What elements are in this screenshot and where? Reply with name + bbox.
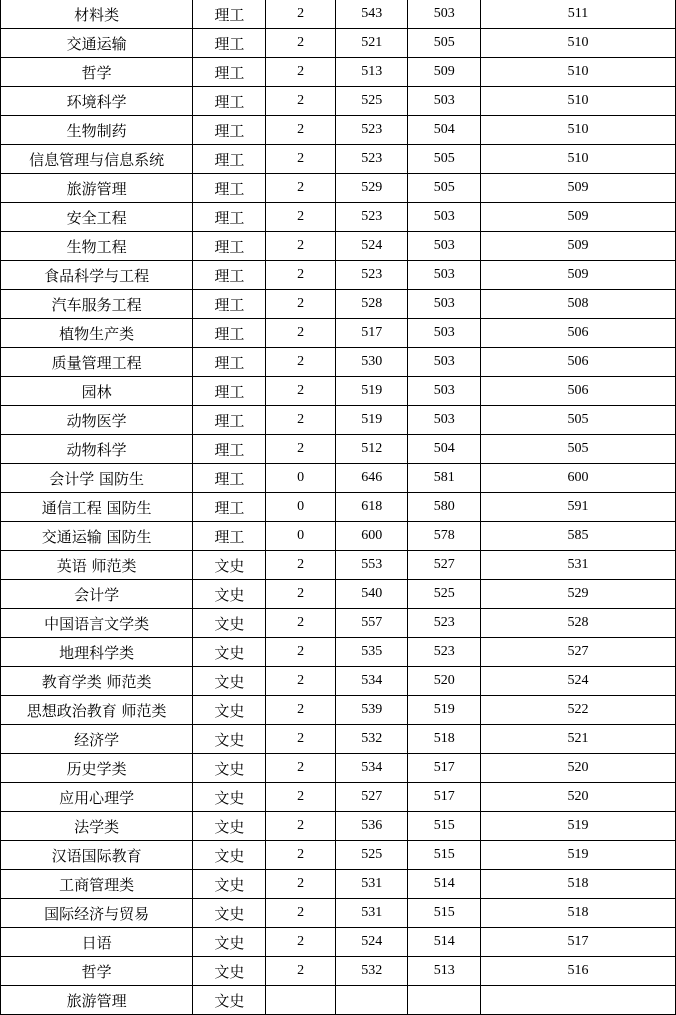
category-cell: 理工 (193, 377, 266, 406)
avg-score-cell: 510 (480, 116, 675, 145)
min-score-cell: 523 (408, 638, 481, 667)
category-cell: 文史 (193, 696, 266, 725)
max-score-cell: 600 (335, 522, 408, 551)
major-cell: 材料类 (1, 0, 193, 29)
table-row (1, 319, 676, 348)
major-cell: 动物医学 (1, 406, 193, 435)
avg-score-cell: 529 (480, 580, 675, 609)
min-score-cell: 503 (408, 406, 481, 435)
plan-count-cell: 2 (266, 754, 336, 783)
avg-score-cell: 528 (480, 609, 675, 638)
avg-score-cell: 519 (480, 841, 675, 870)
table-row (1, 377, 676, 406)
min-score-cell: 515 (408, 812, 481, 841)
plan-count-cell: 2 (266, 841, 336, 870)
category-cell: 理工 (193, 319, 266, 348)
table-row (1, 754, 676, 783)
min-score-cell: 580 (408, 493, 481, 522)
max-score-cell: 523 (335, 203, 408, 232)
table-row (1, 261, 676, 290)
max-score-cell: 523 (335, 145, 408, 174)
plan-count-cell: 2 (266, 0, 336, 29)
avg-score-cell: 509 (480, 174, 675, 203)
max-score-cell: 528 (335, 290, 408, 319)
min-score-cell: 513 (408, 957, 481, 986)
max-score-cell: 519 (335, 406, 408, 435)
category-cell: 理工 (193, 29, 266, 58)
min-score-cell: 503 (408, 261, 481, 290)
category-cell: 理工 (193, 0, 266, 29)
max-score-cell: 534 (335, 667, 408, 696)
major-cell: 旅游管理 (1, 986, 193, 1015)
table-row (1, 957, 676, 986)
avg-score-cell: 509 (480, 203, 675, 232)
plan-count-cell: 2 (266, 145, 336, 174)
avg-score-cell: 517 (480, 928, 675, 957)
table-row (1, 928, 676, 957)
avg-score-cell: 510 (480, 29, 675, 58)
avg-score-cell: 516 (480, 957, 675, 986)
min-score-cell: 503 (408, 348, 481, 377)
table-row (1, 435, 676, 464)
category-cell: 理工 (193, 464, 266, 493)
major-cell: 会计学 (1, 580, 193, 609)
plan-count-cell: 2 (266, 319, 336, 348)
table-row (1, 986, 676, 1015)
category-cell: 文史 (193, 754, 266, 783)
plan-count-cell: 2 (266, 899, 336, 928)
table-row (1, 783, 676, 812)
table-row (1, 696, 676, 725)
plan-count-cell: 2 (266, 580, 336, 609)
avg-score-cell: 520 (480, 783, 675, 812)
avg-score-cell: 531 (480, 551, 675, 580)
table-row (1, 174, 676, 203)
table-row (1, 0, 676, 29)
table-row (1, 116, 676, 145)
category-cell: 文史 (193, 841, 266, 870)
category-cell: 文史 (193, 783, 266, 812)
category-cell: 理工 (193, 406, 266, 435)
max-score-cell: 512 (335, 435, 408, 464)
max-score-cell (335, 986, 408, 1015)
major-cell: 应用心理学 (1, 783, 193, 812)
category-cell: 文史 (193, 812, 266, 841)
category-cell: 理工 (193, 261, 266, 290)
max-score-cell: 618 (335, 493, 408, 522)
major-cell: 质量管理工程 (1, 348, 193, 377)
plan-count-cell: 0 (266, 464, 336, 493)
major-cell: 安全工程 (1, 203, 193, 232)
min-score-cell: 517 (408, 754, 481, 783)
major-cell: 英语 师范类 (1, 551, 193, 580)
major-cell: 历史学类 (1, 754, 193, 783)
min-score-cell: 578 (408, 522, 481, 551)
max-score-cell: 532 (335, 725, 408, 754)
major-cell: 汉语国际教育 (1, 841, 193, 870)
plan-count-cell: 2 (266, 783, 336, 812)
plan-count-cell: 2 (266, 609, 336, 638)
avg-score-cell: 527 (480, 638, 675, 667)
major-cell: 地理科学类 (1, 638, 193, 667)
max-score-cell: 531 (335, 870, 408, 899)
avg-score-cell: 505 (480, 435, 675, 464)
table-body (1, 0, 676, 1015)
max-score-cell: 536 (335, 812, 408, 841)
major-cell: 汽车服务工程 (1, 290, 193, 319)
max-score-cell: 513 (335, 58, 408, 87)
plan-count-cell: 0 (266, 493, 336, 522)
avg-score-cell: 600 (480, 464, 675, 493)
major-cell: 工商管理类 (1, 870, 193, 899)
avg-score-cell: 509 (480, 261, 675, 290)
avg-score-cell: 510 (480, 145, 675, 174)
avg-score-cell (480, 986, 675, 1015)
plan-count-cell: 2 (266, 870, 336, 899)
max-score-cell: 519 (335, 377, 408, 406)
plan-count-cell: 2 (266, 290, 336, 319)
plan-count-cell: 2 (266, 29, 336, 58)
major-cell: 中国语言文学类 (1, 609, 193, 638)
max-score-cell: 523 (335, 116, 408, 145)
min-score-cell: 503 (408, 232, 481, 261)
min-score-cell: 520 (408, 667, 481, 696)
plan-count-cell: 2 (266, 406, 336, 435)
min-score-cell: 514 (408, 870, 481, 899)
plan-count-cell: 2 (266, 638, 336, 667)
min-score-cell: 503 (408, 87, 481, 116)
plan-count-cell: 2 (266, 551, 336, 580)
table-row (1, 580, 676, 609)
plan-count-cell: 2 (266, 696, 336, 725)
category-cell: 理工 (193, 232, 266, 261)
table-row (1, 551, 676, 580)
plan-count-cell: 2 (266, 58, 336, 87)
table-row (1, 406, 676, 435)
max-score-cell: 535 (335, 638, 408, 667)
category-cell: 文史 (193, 580, 266, 609)
max-score-cell: 646 (335, 464, 408, 493)
min-score-cell: 505 (408, 29, 481, 58)
avg-score-cell: 506 (480, 319, 675, 348)
category-cell: 文史 (193, 928, 266, 957)
avg-score-cell: 511 (480, 0, 675, 29)
min-score-cell: 504 (408, 116, 481, 145)
table-row (1, 841, 676, 870)
min-score-cell: 504 (408, 435, 481, 464)
plan-count-cell: 2 (266, 377, 336, 406)
category-cell: 文史 (193, 551, 266, 580)
table-row (1, 870, 676, 899)
major-cell: 经济学 (1, 725, 193, 754)
min-score-cell: 503 (408, 203, 481, 232)
category-cell: 文史 (193, 638, 266, 667)
major-cell: 哲学 (1, 957, 193, 986)
max-score-cell: 529 (335, 174, 408, 203)
min-score-cell: 509 (408, 58, 481, 87)
plan-count-cell: 2 (266, 812, 336, 841)
major-cell: 教育学类 师范类 (1, 667, 193, 696)
max-score-cell: 524 (335, 928, 408, 957)
category-cell: 文史 (193, 870, 266, 899)
min-score-cell: 503 (408, 377, 481, 406)
category-cell: 理工 (193, 58, 266, 87)
avg-score-cell: 524 (480, 667, 675, 696)
major-cell: 日语 (1, 928, 193, 957)
table-row (1, 522, 676, 551)
category-cell: 文史 (193, 725, 266, 754)
category-cell: 文史 (193, 986, 266, 1015)
major-cell: 交通运输 (1, 29, 193, 58)
category-cell: 文史 (193, 957, 266, 986)
category-cell: 理工 (193, 522, 266, 551)
plan-count-cell: 2 (266, 928, 336, 957)
plan-count-cell: 2 (266, 232, 336, 261)
table-row (1, 899, 676, 928)
min-score-cell (408, 986, 481, 1015)
min-score-cell: 505 (408, 174, 481, 203)
table-row (1, 348, 676, 377)
category-cell: 理工 (193, 87, 266, 116)
major-cell: 生物制药 (1, 116, 193, 145)
table-row (1, 725, 676, 754)
major-cell: 法学类 (1, 812, 193, 841)
category-cell: 理工 (193, 203, 266, 232)
major-cell: 旅游管理 (1, 174, 193, 203)
avg-score-cell: 520 (480, 754, 675, 783)
plan-count-cell: 2 (266, 435, 336, 464)
max-score-cell: 525 (335, 841, 408, 870)
min-score-cell: 581 (408, 464, 481, 493)
table-row (1, 667, 676, 696)
category-cell: 文史 (193, 899, 266, 928)
table-row (1, 464, 676, 493)
table-row (1, 609, 676, 638)
category-cell: 理工 (193, 348, 266, 377)
category-cell: 理工 (193, 145, 266, 174)
avg-score-cell: 510 (480, 87, 675, 116)
table-row (1, 29, 676, 58)
major-cell: 哲学 (1, 58, 193, 87)
plan-count-cell: 2 (266, 174, 336, 203)
max-score-cell: 532 (335, 957, 408, 986)
category-cell: 理工 (193, 290, 266, 319)
min-score-cell: 514 (408, 928, 481, 957)
plan-count-cell: 2 (266, 203, 336, 232)
min-score-cell: 523 (408, 609, 481, 638)
max-score-cell: 525 (335, 87, 408, 116)
min-score-cell: 527 (408, 551, 481, 580)
plan-count-cell: 2 (266, 725, 336, 754)
category-cell: 理工 (193, 116, 266, 145)
major-cell: 生物工程 (1, 232, 193, 261)
max-score-cell: 557 (335, 609, 408, 638)
max-score-cell: 531 (335, 899, 408, 928)
table-row (1, 87, 676, 116)
table-row (1, 812, 676, 841)
plan-count-cell: 2 (266, 957, 336, 986)
table-row (1, 290, 676, 319)
avg-score-cell: 506 (480, 348, 675, 377)
avg-score-cell: 585 (480, 522, 675, 551)
table-row (1, 638, 676, 667)
plan-count-cell: 2 (266, 348, 336, 377)
avg-score-cell: 509 (480, 232, 675, 261)
avg-score-cell: 518 (480, 899, 675, 928)
min-score-cell: 515 (408, 841, 481, 870)
avg-score-cell: 508 (480, 290, 675, 319)
avg-score-cell: 518 (480, 870, 675, 899)
max-score-cell: 540 (335, 580, 408, 609)
major-cell: 食品科学与工程 (1, 261, 193, 290)
table-row (1, 232, 676, 261)
plan-count-cell: 2 (266, 116, 336, 145)
major-cell: 环境科学 (1, 87, 193, 116)
min-score-cell: 519 (408, 696, 481, 725)
plan-count-cell (266, 986, 336, 1015)
table-row (1, 145, 676, 174)
category-cell: 理工 (193, 435, 266, 464)
plan-count-cell: 0 (266, 522, 336, 551)
avg-score-cell: 591 (480, 493, 675, 522)
major-cell: 会计学 国防生 (1, 464, 193, 493)
avg-score-cell: 506 (480, 377, 675, 406)
major-cell: 思想政治教育 师范类 (1, 696, 193, 725)
major-cell: 交通运输 国防生 (1, 522, 193, 551)
max-score-cell: 521 (335, 29, 408, 58)
max-score-cell: 524 (335, 232, 408, 261)
max-score-cell: 517 (335, 319, 408, 348)
category-cell: 文史 (193, 609, 266, 638)
min-score-cell: 503 (408, 290, 481, 319)
min-score-cell: 503 (408, 319, 481, 348)
avg-score-cell: 519 (480, 812, 675, 841)
major-cell: 信息管理与信息系统 (1, 145, 193, 174)
plan-count-cell: 2 (266, 261, 336, 290)
major-cell: 园林 (1, 377, 193, 406)
max-score-cell: 523 (335, 261, 408, 290)
major-cell: 植物生产类 (1, 319, 193, 348)
max-score-cell: 543 (335, 0, 408, 29)
avg-score-cell: 510 (480, 58, 675, 87)
major-cell: 通信工程 国防生 (1, 493, 193, 522)
min-score-cell: 517 (408, 783, 481, 812)
min-score-cell: 525 (408, 580, 481, 609)
avg-score-cell: 505 (480, 406, 675, 435)
min-score-cell: 518 (408, 725, 481, 754)
table-row (1, 203, 676, 232)
max-score-cell: 534 (335, 754, 408, 783)
avg-score-cell: 522 (480, 696, 675, 725)
max-score-cell: 539 (335, 696, 408, 725)
max-score-cell: 527 (335, 783, 408, 812)
major-cell: 动物科学 (1, 435, 193, 464)
min-score-cell: 505 (408, 145, 481, 174)
category-cell: 理工 (193, 493, 266, 522)
table-row (1, 58, 676, 87)
max-score-cell: 530 (335, 348, 408, 377)
min-score-cell: 503 (408, 0, 481, 29)
plan-count-cell: 2 (266, 667, 336, 696)
plan-count-cell: 2 (266, 87, 336, 116)
table-row (1, 493, 676, 522)
avg-score-cell: 521 (480, 725, 675, 754)
category-cell: 理工 (193, 174, 266, 203)
major-cell: 国际经济与贸易 (1, 899, 193, 928)
category-cell: 文史 (193, 667, 266, 696)
max-score-cell: 553 (335, 551, 408, 580)
min-score-cell: 515 (408, 899, 481, 928)
